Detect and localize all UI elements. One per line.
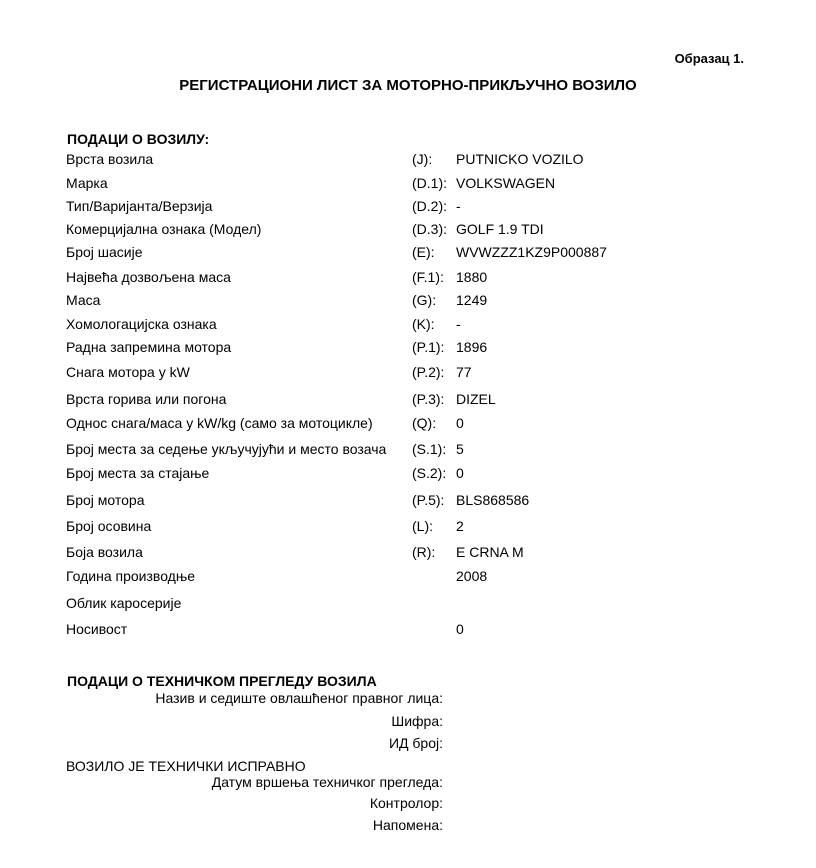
field-label: Облик каросерије (66, 595, 182, 611)
field-value: VOLKSWAGEN (456, 175, 556, 191)
field-code: (E): (412, 244, 435, 260)
field-code: (Q): (412, 415, 437, 431)
document-title: РЕГИСТРАЦИОНИ ЛИСТ ЗА МОТОРНО-ПРИКЉУЧНО ВОЗИЛО (179, 77, 637, 94)
field-label: Однос снага/маса у kW/kg (само за мотоцикле) (66, 415, 373, 431)
vehicle-row (0, 621, 816, 641)
field-label: Носивост (66, 621, 128, 637)
vehicle-row (0, 391, 816, 411)
field-code: (R): (412, 544, 436, 560)
field-value: E CRNA M (456, 544, 524, 560)
vehicle-row (0, 415, 816, 435)
field-label: Година производње (66, 568, 196, 584)
code-label: Шифра: (391, 713, 443, 729)
controller-label: Контролор: (369, 795, 443, 811)
field-label: Марка (66, 175, 108, 191)
field-value: - (456, 316, 461, 332)
field-code: (K): (412, 316, 435, 332)
company-label: Назив и седиште овлашћеног правног лица: (155, 690, 443, 706)
field-label: Боја возила (66, 544, 143, 560)
vehicle-data-heading: ПОДАЦИ О ВОЗИЛУ: (67, 131, 210, 147)
vehicle-row (0, 518, 816, 538)
field-code: (J): (412, 151, 433, 167)
field-code: (S.1): (412, 441, 447, 457)
field-value: 2008 (456, 568, 488, 584)
field-value: 0 (456, 621, 464, 637)
field-label: Комерцијална ознака (Модел) (66, 221, 262, 237)
field-code: (D.3): (412, 221, 447, 237)
field-value: GOLF 1.9 TDI (456, 221, 544, 237)
field-value: 0 (456, 465, 464, 481)
field-label: Снага мотора у kW (66, 364, 190, 380)
vehicle-status: ВОЗИЛО ЈЕ ТЕХНИЧКИ ИСПРАВНО (66, 758, 306, 774)
field-label: Маса (66, 292, 101, 308)
vehicle-row (0, 244, 816, 264)
field-value: 2 (456, 518, 464, 534)
inspection-date-label: Датум вршења техничког прегледа: (211, 774, 443, 790)
field-label: Врста возила (66, 151, 154, 167)
vehicle-row (0, 151, 816, 171)
field-label: Број осовина (66, 518, 152, 534)
vehicle-row (0, 339, 816, 359)
field-code: (L): (412, 518, 433, 534)
inspection-data-heading: ПОДАЦИ О ТЕХНИЧКОМ ПРЕГЛЕДУ ВОЗИЛА (67, 673, 377, 689)
field-label: Број шасије (66, 244, 143, 260)
vehicle-row (0, 316, 816, 336)
field-value: DIZEL (456, 391, 496, 407)
field-value: - (456, 198, 461, 214)
field-label: Радна запремина мотора (66, 339, 232, 355)
vehicle-row (0, 175, 816, 195)
vehicle-row (0, 544, 816, 564)
field-value: 1249 (456, 292, 488, 308)
vehicle-row (0, 441, 816, 461)
field-code: (F.1): (412, 269, 444, 285)
field-value: PUTNICKO VOZILO (456, 151, 584, 167)
field-label: Највећа дозвољена маса (66, 269, 231, 285)
field-label: Хомологацијска ознака (66, 316, 217, 332)
form-number: Образац 1. (674, 51, 744, 66)
field-code: (P.5): (412, 492, 445, 508)
field-code: (P.3): (412, 391, 445, 407)
vehicle-row (0, 198, 816, 218)
field-value: 0 (456, 415, 464, 431)
field-value: 77 (456, 364, 472, 380)
field-code: (S.2): (412, 465, 447, 481)
field-label: Број места за стајање (66, 465, 210, 481)
field-value: BLS868586 (456, 492, 530, 508)
vehicle-row (0, 292, 816, 312)
vehicle-row (0, 269, 816, 289)
vehicle-row (0, 465, 816, 485)
field-value: 1880 (456, 269, 488, 285)
field-code: (D.2): (412, 198, 447, 214)
field-code: (P.2): (412, 364, 445, 380)
field-label: Број мотора (66, 492, 145, 508)
field-label: Број места за седење укључујући и место возача (66, 441, 387, 457)
field-label: Врста горива или погона (66, 391, 227, 407)
field-label: Тип/Варијанта/Верзија (66, 198, 213, 214)
id-label: ИД број: (388, 735, 443, 751)
field-value: 5 (456, 441, 464, 457)
field-code: (P.1): (412, 339, 445, 355)
field-code: (G): (412, 292, 437, 308)
vehicle-row (0, 568, 816, 588)
field-code: (D.1): (412, 175, 447, 191)
vehicle-row (0, 595, 816, 615)
vehicle-row (0, 364, 816, 384)
vehicle-row (0, 221, 816, 241)
field-value: WVWZZZ1KZ9P000887 (456, 244, 607, 260)
note-label: Напомена: (372, 817, 443, 833)
field-value: 1896 (456, 339, 488, 355)
vehicle-row (0, 492, 816, 512)
